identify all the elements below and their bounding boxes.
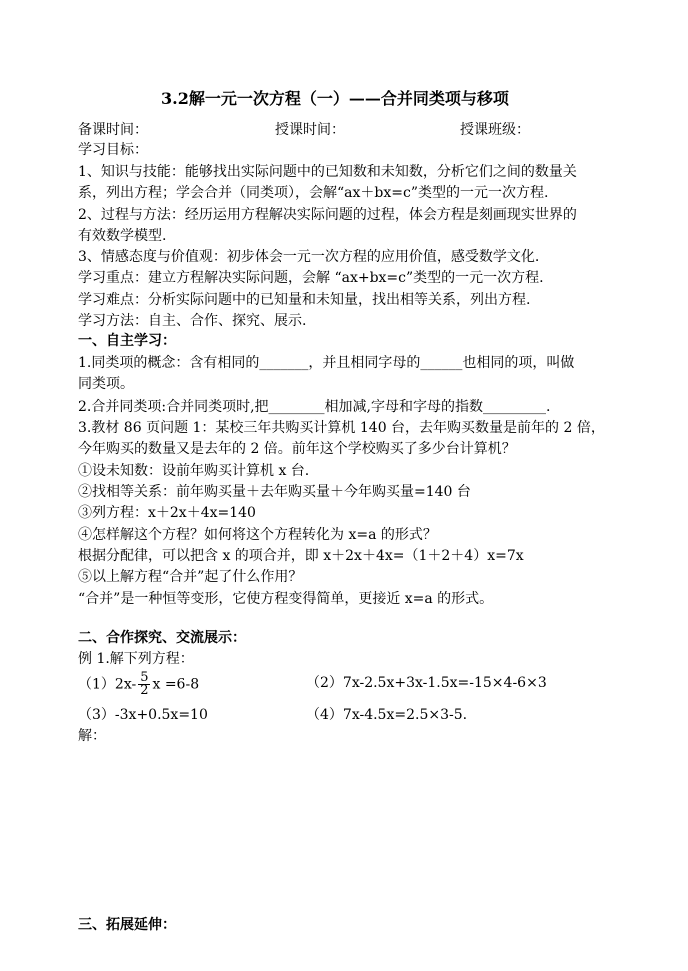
key-point: 学习重点：建立方程解决实际问题，会解 “ax+bx=c”类型的一元一次方程. [78, 270, 544, 286]
question-3-line-2: 今年购买的数量又是去年的 2 倍。前年这个学校购买了多少台计算机？ [78, 441, 516, 457]
objective-1-line-1: 1、知识与技能：能够找出实际问题中的已知数和未知数，分析它们之间的数量关 [78, 164, 577, 180]
question-1-line-1: 1.同类项的概念：含有相同的_______，并且相同字母的______也相同的项，叫做 [78, 355, 575, 371]
fraction-numerator: 5 [140, 670, 149, 685]
question-2: 2.合并同类项:合并同类项时,把________相加减,字母和字母的指数_________. [78, 399, 551, 415]
section2-heading: 二、合作探究、交流展示： [78, 630, 246, 646]
step-5: ⑤以上解方程“合并”起了什么作用？ [78, 569, 303, 585]
question-1-line-2: 同类项。 [78, 376, 134, 392]
step-4: ④怎样解这个方程？如何将这个方程转化为 x=a 的形式？ [78, 527, 437, 543]
step-5-note: “合并”是一种恒等变形，它使方程变得简单，更接近 x=a 的形式。 [78, 591, 494, 607]
equation-4: （4）7x-4.5x=2.5×3-5. [306, 707, 468, 723]
page-title: 3.2解一元一次方程（一）——合并同类项与移项 [161, 89, 509, 108]
solution-label: 解： [78, 728, 106, 744]
equation-1 [78, 672, 199, 697]
step-1: ①设未知数：设前年购买计算机 x 台. [78, 463, 310, 479]
teach-time-label: 授课时间： [275, 122, 345, 138]
step-3: ③列方程：x＋2x＋4x=140 [78, 505, 256, 521]
fraction [138, 672, 150, 697]
equation-2: （2）7x-2.5x+3x-1.5x=-15×4-6×3 [306, 675, 547, 691]
objective-2-line-2: 有效数学模型. [78, 228, 167, 244]
objective-2-line-1: 2、过程与方法：经历运用方程解决实际问题的过程，体会方程是刻画现实世界的 [78, 207, 577, 223]
prep-time-label: 备课时间： [78, 122, 148, 138]
fraction-denominator: 2 [140, 683, 149, 698]
step-2: ②找相等关系：前年购买量＋去年购买量＋今年购买量=140 台 [78, 484, 471, 500]
objective-1-line-2: 系，列出方程；学会合并（同类项），会解“ax＋bx=c”类型的一元一次方程. [78, 185, 549, 201]
equation-3: （3）-3x+0.5x=10 [78, 707, 208, 723]
step-4-note: 根据分配律，可以把含 x 的项合并，即 x＋2x＋4x=（1＋2＋4）x=7x [78, 548, 524, 564]
difficulty: 学习难点：分析实际问题中的已知量和未知量，找出相等关系，列出方程. [78, 292, 531, 308]
teach-class-label: 授课班级： [460, 122, 530, 138]
objectives-label: 学习目标： [78, 142, 148, 158]
section1-heading: 一、自主学习： [78, 333, 176, 349]
equation-1-suffix: x =6-8 [152, 676, 200, 693]
equation-1-prefix: （1）2x- [78, 676, 137, 693]
method: 学习方法：自主、合作、探究、展示. [78, 313, 307, 329]
question-3-line-1: 3.教材 86 页问题 1：某校三年共购买计算机 140 台，去年购买数量是前年的 2 倍， [78, 420, 605, 436]
section3-heading: 三、拓展延伸： [78, 917, 176, 933]
objective-3: 3、情感态度与价值观：初步体会一元一次方程的应用价值，感受数学文化. [78, 249, 540, 265]
example-label: 例 1.解下列方程： [78, 651, 194, 667]
